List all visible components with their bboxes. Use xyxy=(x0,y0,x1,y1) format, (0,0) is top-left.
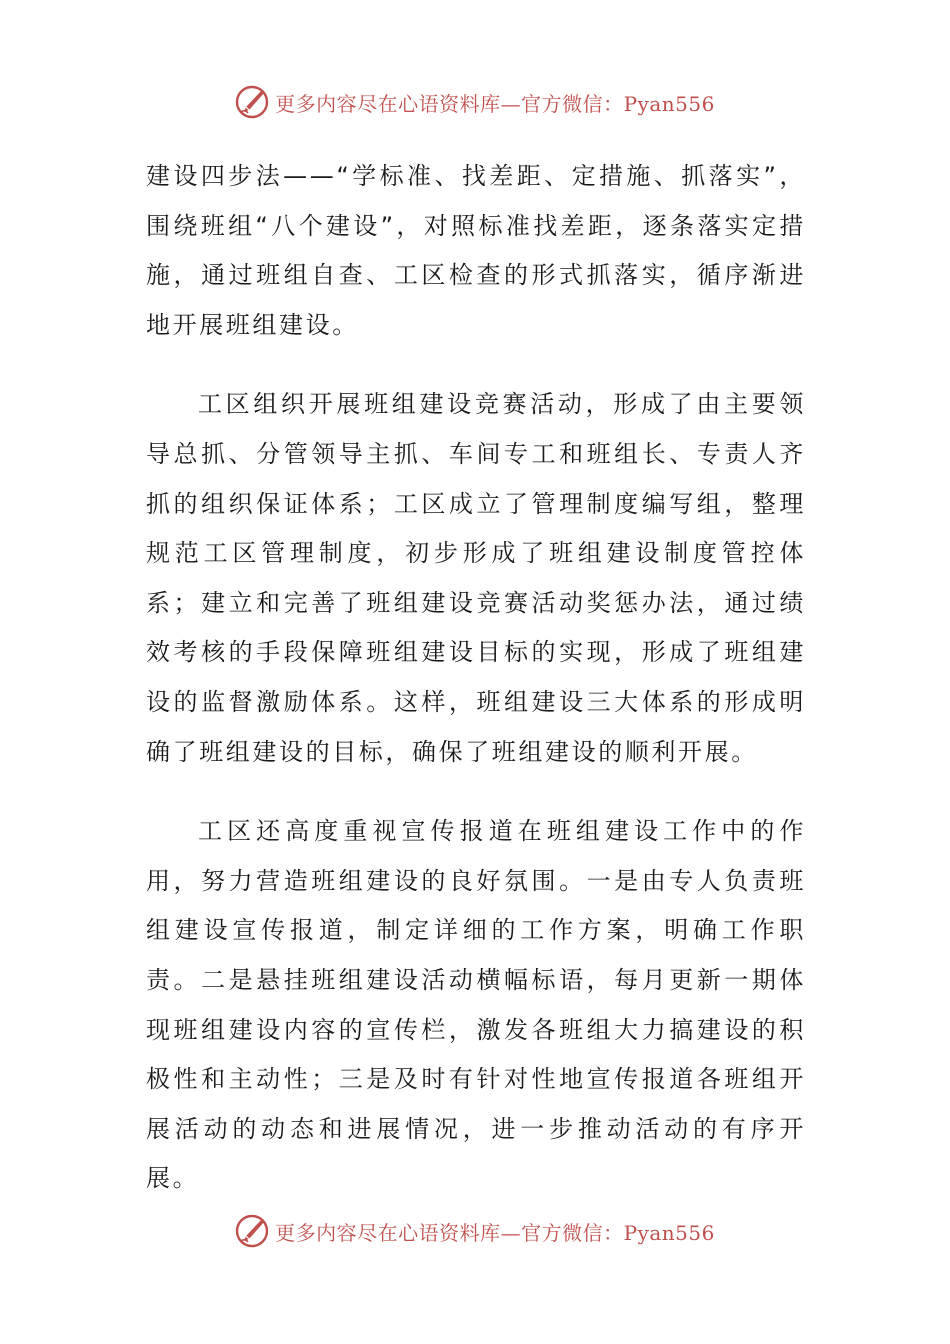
footer-banner xyxy=(0,1211,950,1251)
header-banner-text[interactable]: 更多内容尽在心语资料库—官方微信：Pyan556 xyxy=(275,91,715,116)
header-banner xyxy=(0,82,950,122)
paragraph-2: 工区组织开展班组建设竞赛活动，形成了由主要领导总抓、分管领导主抓、车间专工和班组长、专责人齐抓的组织保证体系；工区成立了管理制度编写组，整理规范工区管理制度，初步形成了班组建设制度管控体系；建立和完善了班组建设竞赛活动奖惩办法，通过绩效考核的手段保障班组建设目标的实现，形成了班组建设的监督激励体系。这样，班组建设三大体系的形成明确了班组建设的目标，确保了班组建设的顺利开展。 xyxy=(146,390,806,766)
quill-pen-logo-icon xyxy=(235,1214,269,1248)
document-body xyxy=(146,152,806,1204)
footer-banner-text[interactable]: 更多内容尽在心语资料库—官方微信：Pyan556 xyxy=(275,1220,715,1245)
quill-pen-logo-icon xyxy=(235,85,269,119)
paragraph-3: 工区还高度重视宣传报道在班组建设工作中的作用，努力营造班组建设的良好氛围。一是由专人负责班组建设宣传报道，制定详细的工作方案，明确工作职责。二是悬挂班组建设活动横幅标语，每月更新一期体现班组建设内容的宣传栏，激发各班组大力搞建设的积极性和主动性；三是及时有针对性地宣传报道各班组开展活动的动态和进展情况，进一步推动活动的有序开展。 xyxy=(146,817,806,1193)
paragraph-1: 建设四步法——“学标准、找差距、定措施、抓落实”，围绕班组“八个建设”，对照标准找差距，逐条落实定措施，通过班组自查、工区检查的形式抓落实，循序渐进地开展班组建设。 xyxy=(146,162,806,339)
